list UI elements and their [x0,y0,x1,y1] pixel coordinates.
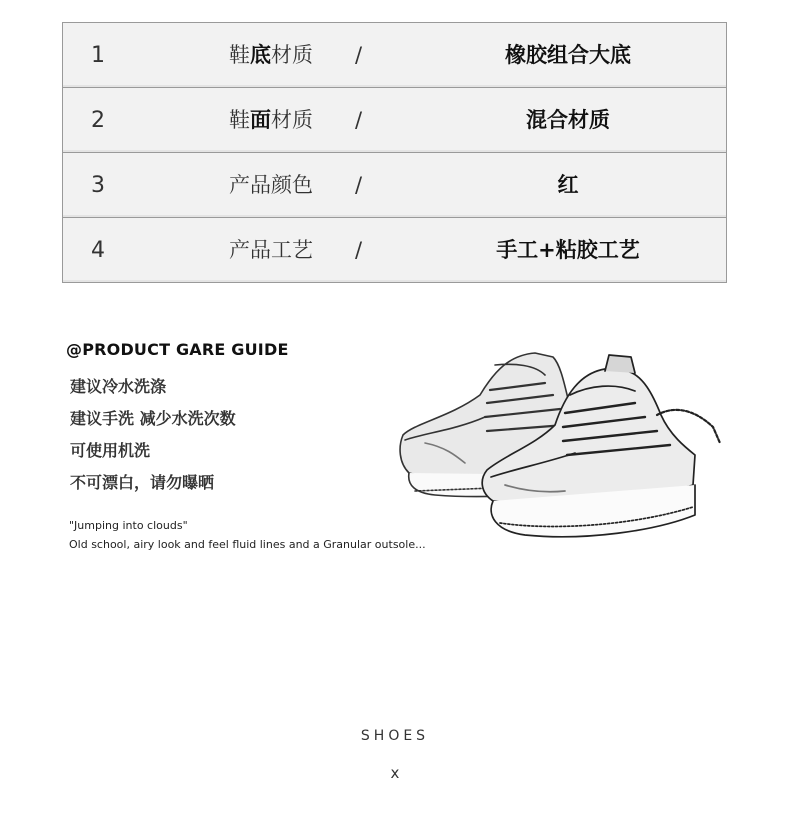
row-separator: / [355,108,363,132]
row-separator: / [355,43,363,67]
sneakers-sketch-image [395,335,730,570]
row-value: 混合材质 [526,108,610,132]
row-value: 橡胶组合大底 [505,43,631,67]
care-item: 可使用机洗 [70,441,151,460]
row-number: 4 [91,238,105,263]
row-number: 1 [91,43,105,68]
spec-row [63,23,726,88]
care-item: 不可漂白，请勿曝晒 [70,473,215,492]
row-separator: / [355,173,363,197]
spec-row [63,218,726,282]
row-label: 鞋底材质 [229,43,313,67]
spec-row [63,88,726,153]
row-value: 红 [557,173,579,197]
row-separator: / [355,238,363,262]
care-item: 建议手洗 减少水洗次数 [70,409,236,428]
row-label: 鞋面材质 [229,108,313,132]
row-label: 产品颜色 [229,173,313,197]
row-value: 手工+粘胶工艺 [496,238,640,262]
row-number: 3 [91,173,105,198]
row-label: 产品工艺 [229,238,313,262]
spec-row [63,153,726,218]
care-guide-title: @PRODUCT GARE GUIDE [66,340,289,359]
footer-brand-word: SHOES [360,728,430,744]
description-tagline: Old school, airy look and feel fluid lines and a Granular outsole... [69,538,426,551]
spec-table [62,22,727,283]
care-item: 建议冷水洗涤 [70,377,167,396]
row-number: 2 [91,108,105,133]
description-quote: "Jumping into clouds" [69,519,188,532]
care-guide-list [70,373,236,501]
footer-mark: x [390,764,400,782]
